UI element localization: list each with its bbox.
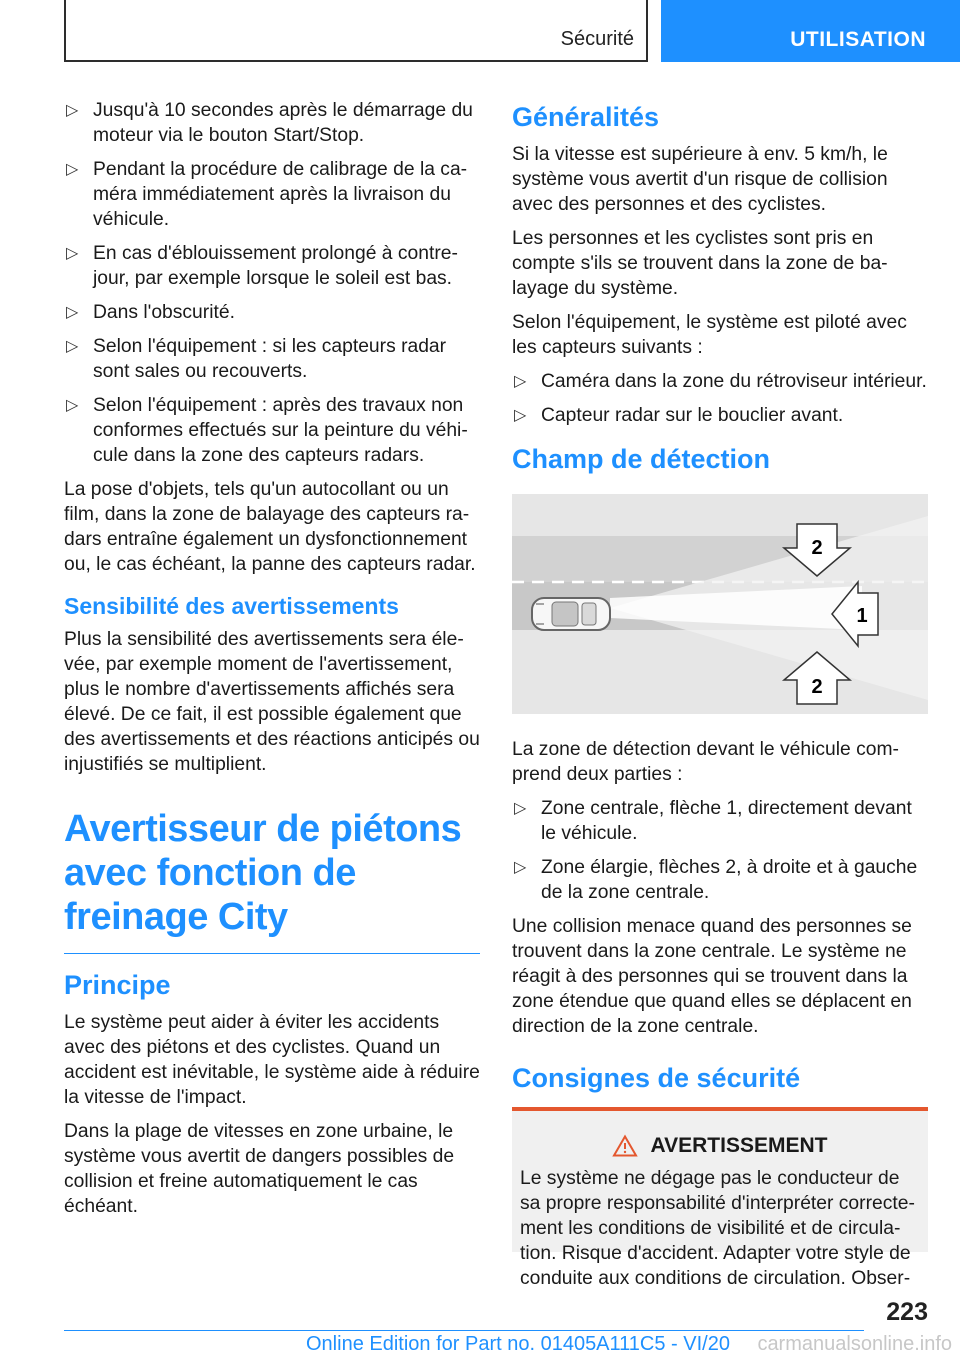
triangle-right-icon: ▷	[514, 859, 527, 876]
list-item: ▷ Jusqu'à 10 secondes après le démarrage du moteur via le bouton Start/Stop.	[66, 100, 473, 146]
paragraph: Selon l'équipement, le système est piloté avec les capteurs suivants :	[512, 312, 907, 358]
sensors-list	[512, 369, 928, 428]
triangle-right-icon: ▷	[66, 161, 79, 178]
warning-title: AVERTISSEMENT	[650, 1134, 828, 1157]
footer-edition: Online Edition for Part no. 01405A111C5 - VI/20	[306, 1333, 730, 1355]
arrow-top-label: 2	[811, 537, 823, 559]
triangle-right-icon: ▷	[514, 407, 527, 424]
list-item: ▷ En cas d'éblouissement prolongé à contre-jour, par exemple lorsque le soleil est bas.	[66, 243, 458, 289]
paragraph: Plus la sensibilité des avertissements sera élevée, par exemple moment de l'avertissement, plus le nombre d'avertissements affichés sera élevé. De ce fait, il est possible également que des avertissements et des réactions anticipés ou injustifiés se multiplient.	[64, 629, 480, 775]
list-item: ▷ Selon l'équipement : après des travaux non conformes effectués sur la peinture du véhicule dans la zone des capteurs radars.	[66, 395, 468, 466]
principle-heading: Principe	[64, 970, 171, 1000]
warning-text: Le système ne dégage pas le conducteur de sa propre responsabilité d'interpréter correctement les conditions de visibilité et de circulation. Risque d'accident. Adapter votre style de conduite aux conditions de circulation. Obser-	[520, 1168, 915, 1289]
footer-divider	[64, 1330, 864, 1331]
chapter-heading: Avertisseur de piétons avec fonction de freinage City	[64, 808, 462, 938]
header-chapter-title: UTILISATION	[790, 28, 926, 51]
footer-watermark: carmanualsonline.info	[757, 1333, 952, 1355]
triangle-right-icon: ▷	[66, 397, 79, 414]
header-chapter-box	[661, 0, 960, 62]
triangle-right-icon: ▷	[66, 304, 79, 321]
list-item: ▷ Selon l'équipement : si les capteurs radar sont sales ou recouverts.	[66, 336, 447, 382]
car-icon	[532, 598, 610, 630]
header-section-box	[64, 0, 648, 62]
paragraph: Une collision menace quand des personnes se trouvent dans la zone centrale. Le système ne réagit à des personnes qui se trouvent dans la zone étendue que quand elles se déplacent en direction de la zone centrale.	[512, 916, 912, 1037]
arrow-mid-label: 1	[856, 605, 868, 627]
right-column	[512, 98, 928, 1289]
list-item: ▷ Pendant la procédure de calibrage de la caméra immédiatement après la livraison du véhicule.	[66, 159, 468, 230]
conditions-list	[64, 98, 480, 468]
left-column	[64, 98, 480, 1228]
paragraph: Si la vitesse est supérieure à env. 5 km/h, le système vous avertit d'un risque de collision avec des personnes et des cyclistes.	[512, 144, 888, 215]
paragraph: La pose d'objets, tels qu'un autocollant ou un film, dans la zone de balayage des capteurs radars entraîne également un dysfonctionnement ou, le cas échéant, la panne des capteurs radar.	[64, 479, 476, 575]
triangle-right-icon: ▷	[66, 338, 79, 355]
paragraph: Les personnes et les cyclistes sont pris en compte s'ils se trouvent dans la zone de balayage du système.	[512, 228, 888, 299]
warning-box	[512, 1107, 928, 1289]
triangle-right-icon: ▷	[66, 102, 79, 119]
list-item: ▷ Caméra dans la zone du rétroviseur intérieur.	[514, 371, 927, 392]
arrow-bottom-label: 2	[811, 676, 823, 698]
list-item: ▷ Dans l'obscurité.	[66, 302, 235, 323]
paragraph: Dans la plage de vitesses en zone urbaine, le système vous avertit de dangers possibles de collision et freine automatiquement le cas échéant.	[64, 1121, 455, 1217]
general-heading: Généralités	[512, 102, 660, 132]
list-item: ▷ Capteur radar sur le bouclier avant.	[514, 405, 844, 426]
triangle-right-icon: ▷	[66, 245, 79, 262]
warning-triangle-icon	[613, 1135, 637, 1157]
list-item: ▷ Zone élargie, flèches 2, à droite et à gauche de la zone centrale.	[514, 857, 918, 903]
paragraph: Le système peut aider à éviter les accidents avec des piétons et des cyclistes. Quand un accident est inévitable, le système aide à réduire la vitesse de l'impact.	[64, 1012, 480, 1108]
sensitivity-heading: Sensibilité des avertissements	[64, 593, 399, 619]
triangle-right-icon: ▷	[514, 800, 527, 817]
detection-field-diagram	[512, 494, 928, 714]
warning-title-row	[520, 1133, 920, 1158]
list-item: ▷ Zone centrale, flèche 1, directement devant le véhicule.	[514, 798, 912, 844]
zones-list	[512, 796, 928, 905]
triangle-right-icon: ▷	[514, 373, 527, 390]
header-section-title: Sécurité	[560, 28, 634, 50]
detection-heading: Champ de détection	[512, 444, 771, 474]
heading-divider	[64, 953, 480, 954]
page-number: 223	[886, 1298, 928, 1326]
safety-heading: Consignes de sécurité	[512, 1063, 801, 1093]
paragraph: La zone de détection devant le véhicule comprend deux parties :	[512, 739, 899, 785]
